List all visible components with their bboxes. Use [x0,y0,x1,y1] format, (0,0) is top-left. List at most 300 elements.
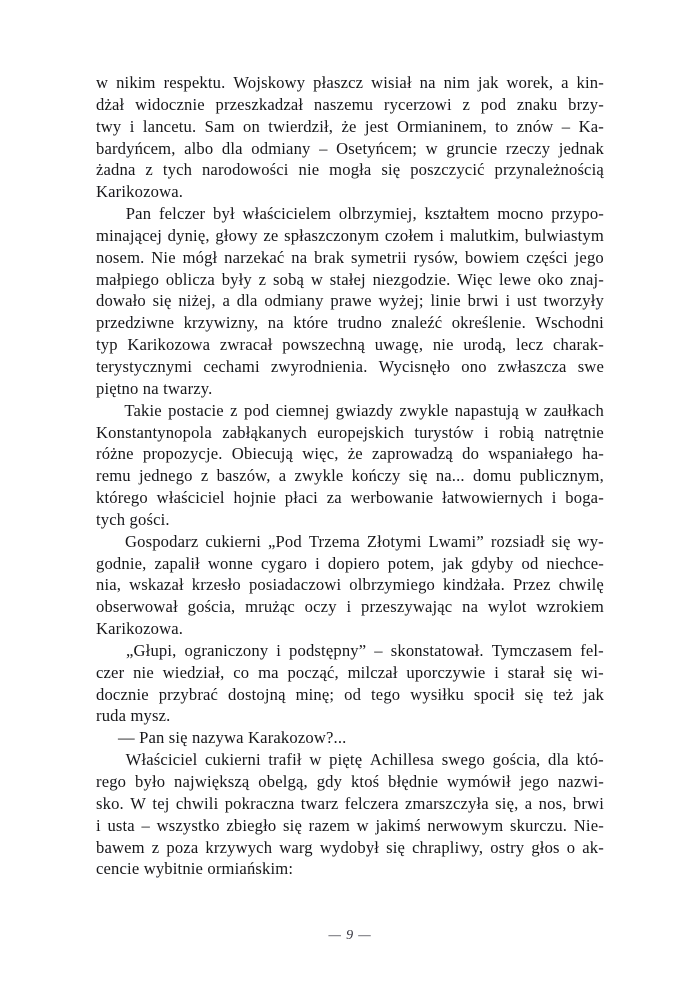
word: mysz. [130,706,171,726]
word: terystycznymi [96,356,193,376]
page-folio: — 9 — [328,928,372,943]
word: — [118,728,135,748]
word: niechce- [546,553,604,573]
word: rysów, [413,247,459,267]
word: dla [548,750,569,770]
word: gości. [129,509,170,529]
text-line [96,72,604,94]
word: Ormianinem, [396,116,487,136]
word: piętno [96,378,139,398]
word: nazywa [192,728,244,748]
word: właścicielem [242,204,332,224]
word: zmarszczyła [404,793,489,813]
word: na [267,313,284,333]
word: respektu. [163,73,226,92]
text-line [96,705,604,727]
text-line [96,181,604,203]
word: prawe [330,291,372,311]
word: razem [308,815,350,835]
word: się [524,684,544,704]
word: wzrokiem [536,597,604,617]
word: usta [107,815,135,835]
word: minającej [96,225,162,245]
word: pod [480,94,507,114]
word: nie [133,662,154,682]
word: kończy [351,466,401,486]
word: wiedział, [162,662,225,682]
word: uporczywie [406,662,486,682]
word: twy [96,116,122,136]
word: publicznym, [519,466,604,486]
word: obelgą, [258,772,308,791]
word: jego [519,772,549,791]
word: jednak [558,138,604,158]
word: oblicza [165,269,215,289]
word: narodowości [201,160,289,180]
word: olbrzymiej, [338,204,417,224]
word: minę; [295,684,335,704]
word: w [310,269,324,289]
word: Trzema [308,531,360,551]
text-line [96,225,604,247]
word: obserwował [96,597,178,617]
word: Przez [512,575,551,595]
word: widocznie [135,94,205,114]
word: a [278,466,287,486]
word: starał [507,662,545,682]
word: nerwowym [427,815,504,835]
word: Pan [139,728,165,748]
text-line [96,116,604,138]
word: z [462,94,471,114]
word: ma [258,662,279,682]
word: – [561,116,571,136]
word: w [525,400,538,420]
word: i [346,597,352,617]
word: wylot [487,597,527,617]
word: twarzy. [163,378,213,398]
word: spocił [473,684,515,704]
word: brwi [572,793,604,813]
text-line [96,290,604,312]
word: ak- [582,837,604,857]
word: błędnie [388,772,439,791]
word: o [566,837,576,857]
word: cencie [96,859,140,879]
word: był [213,204,235,224]
word: właściciel [156,488,225,508]
word: napastują [454,400,519,420]
text-line [96,531,604,553]
word: głowy [215,225,258,245]
word: przeszywając [360,597,453,617]
word: Takie [124,400,162,420]
word: skurczu. [510,815,568,835]
word: uwagę, [374,335,424,355]
word: swego [441,750,485,770]
word: ust [516,291,537,311]
word: cukierni [205,750,261,770]
word: wszystko [156,815,220,835]
word: gdy [316,772,343,791]
word: lewe [499,269,532,289]
word: które [293,313,329,333]
text-line [96,138,604,160]
word: i [494,662,500,682]
word: felczera [344,793,399,813]
word: części [526,247,568,267]
word: fel- [580,640,604,660]
word: rzeczy [505,138,551,158]
word: Karikozowa. [96,619,184,639]
word: brzy- [568,94,604,114]
word: chwilę [558,575,604,595]
word: wisiał [371,73,412,92]
word: Gospodarz [124,531,199,551]
word: się [381,160,401,180]
word: i [276,640,282,660]
paragraph [96,640,604,727]
word: którego [96,488,148,508]
word: Karikozowa. [96,182,184,202]
word: przedziwne [96,313,175,333]
word: nazwi- [557,772,604,791]
text-line [96,749,604,771]
word: niżej, [178,291,216,311]
word: znaleźć [391,313,443,333]
word: były [221,269,252,289]
word: remu [96,466,131,486]
word: się [408,466,428,486]
word: wybitnie [143,859,204,879]
word: jak [442,553,464,573]
word: brwi [467,291,499,311]
word: czer [96,662,125,682]
word: powszechną [282,335,366,355]
word: podstępny” [289,640,367,660]
word: odmiany [251,138,311,158]
word: się, [495,793,519,813]
word: poza [166,837,199,857]
word: rozsiadł [490,531,545,551]
word: zwykle [294,466,344,486]
word: skonstatował. [390,640,484,660]
word: znaj- [569,269,604,289]
word: mógł [182,247,218,267]
word: Lwami” [428,531,484,551]
word: przybrać [158,684,219,704]
word: Tymczasem [491,640,573,660]
word: nosem. [96,247,145,267]
word: swe [577,356,604,376]
word: Właściciel [125,750,198,770]
word: postacie [168,400,224,420]
word: – [374,640,383,660]
text-line [96,771,604,793]
word: gościa, [492,750,541,770]
word: głos [531,837,560,857]
word: bawem [96,837,145,857]
word: on [243,116,260,136]
word: lancetu. [142,116,197,136]
word: albo [184,138,214,158]
word: docznie [96,684,149,704]
word: i [315,553,320,573]
word: natrętnie [544,422,604,442]
word: krzywych [205,837,273,857]
word: worek, [506,73,554,92]
text-line [96,400,604,422]
word: tego [371,684,401,704]
word: propozycje. [142,444,223,464]
word: twarz [300,793,339,813]
text-line [96,378,604,400]
word: olbrzymiego [349,575,435,595]
word: i [551,488,557,508]
text-line [96,443,604,465]
paragraph [96,72,604,203]
text-line [96,269,604,291]
word: się [152,291,172,311]
word: na [142,378,159,398]
word: Nie [151,247,176,267]
word: W [130,793,147,813]
word: nos, [538,793,567,813]
word: jak [583,684,604,704]
word: nikim [116,73,156,92]
word: Nie- [573,815,604,835]
text-line [96,312,604,334]
word: zwracał [219,335,273,355]
word: zwłaszcza [497,356,567,376]
word: dynię, [167,225,210,245]
word: kin- [576,73,604,92]
word: przynależnością [494,160,604,180]
word: nie [432,335,454,355]
word: potem, [387,553,435,573]
word: też [553,684,574,704]
word: Karakozow?... [248,728,347,748]
word: bulwiastym [524,225,604,245]
word: Osetyńcem; [336,138,418,158]
word: znaku [516,94,558,114]
text-line [96,203,604,225]
text-line [96,553,604,575]
text-line [96,596,604,618]
word: począć, [287,662,339,682]
word: Achillesa [369,750,435,770]
word: niezgodzie. [372,269,451,289]
word: mogła [329,160,372,180]
word: dowało [96,291,146,311]
word: na [419,73,436,92]
word: odmiany [264,291,324,311]
word: jednego [138,466,193,486]
word: się [551,531,571,551]
word: jak [477,73,499,92]
word: to [495,116,509,136]
word: z [145,160,153,180]
word: któ- [576,750,604,770]
word: linie [430,291,461,311]
word: hojnie [233,488,276,508]
word: płaci [284,488,318,508]
word: wi- [581,662,604,682]
word: ostry [490,837,525,857]
word: wydobył [319,837,380,857]
word: malutkim, [449,225,520,245]
paragraph [96,727,604,749]
word: pod [244,400,270,420]
word: i [439,225,445,245]
word: w [356,815,369,835]
text-line [96,684,604,706]
word: brak [314,247,345,267]
word: wspaniałego [488,444,574,464]
word: twierdził, [268,116,334,136]
text-line [96,509,604,531]
word: od [521,553,539,573]
word: symetrii [351,247,407,267]
word: a [524,793,533,813]
word: zwyrodnienia. [270,356,368,376]
word: Obiecują [231,444,294,464]
word: Pan [125,204,152,224]
word: dostojną [228,684,286,704]
word: a [222,291,231,311]
word: cechami [203,356,260,376]
word: się [553,662,573,682]
text-line [96,247,604,269]
word: ruda [96,706,127,726]
word: tych [162,160,193,180]
word: – [319,138,328,158]
word: narzekać [224,247,285,267]
word: i [96,815,101,835]
word: ciemnej [275,400,330,420]
word: turystów [414,422,474,442]
word: od [344,684,362,704]
word: naszemu [313,94,374,114]
word: dopiero [327,553,380,573]
word: sko. [96,793,124,813]
word: wymówił [447,772,511,791]
word: kindżała. [443,575,505,595]
word: dżał [96,94,125,114]
word: mocno [497,204,544,224]
word: znów [516,116,554,136]
word: wy- [577,531,604,551]
word: się [283,815,302,835]
word: milczał [347,662,398,682]
word: jest [364,116,389,136]
paragraph [96,203,604,400]
text-line [96,815,604,837]
word: łatwowiernych [442,488,543,508]
page-text-block [96,72,604,880]
word: co [233,662,250,682]
word: dla [221,138,243,158]
word: gdyby [471,553,514,573]
word: nia, [96,575,122,595]
word: rycerzowi [383,94,452,114]
word: Złotymi [366,531,422,551]
word: więc, [302,444,339,464]
word: poszczycić [410,160,485,180]
word: „Głupi, [125,640,177,660]
text-line [96,574,604,596]
word: chrapliwy, [412,837,484,857]
word: godnie, [96,553,147,573]
word: z [151,837,160,857]
word: warg [279,837,313,857]
word: Ka- [578,116,604,136]
word: różne [96,444,134,464]
word: „Pod [268,531,302,551]
word: baszów, [216,466,271,486]
word: ormiańskim: [207,859,294,879]
word: za [326,488,342,508]
word: domu [472,466,512,486]
word: z [230,400,238,420]
word: gruncie [446,138,498,158]
word: ono [461,356,487,376]
text-line [96,640,604,662]
word: piętę [329,750,363,770]
word: charak- [553,335,604,355]
word: na [291,247,308,267]
word: ze [263,225,279,245]
word: i [505,291,511,311]
word: krzesło [191,575,241,595]
word: gościa, [187,597,236,617]
word: na [462,597,479,617]
word: cukierni [205,531,262,551]
word: w [425,138,438,158]
word: na... [435,466,465,486]
word: jego [574,247,604,267]
word: i [484,422,489,442]
word: oko [537,269,564,289]
word: tych [96,509,126,529]
text-line [96,662,604,684]
word: określenie. [451,313,526,333]
word: że [341,116,357,136]
word: się [168,728,188,748]
word: największą [174,772,250,791]
word: do [462,444,480,464]
text-line [96,487,604,509]
word: Wycisnęło [378,356,451,376]
word: wskazał [129,575,184,595]
word: bardyńcem, [96,138,176,158]
word: Wojskowy [233,73,306,92]
word: ograniczony [184,640,269,660]
word: gwiazdy [335,400,394,420]
word: europejskich [317,422,405,442]
word: cygaro [260,553,308,573]
word: w [309,750,322,770]
word: przypo- [551,204,604,224]
word: z [258,269,267,289]
paragraph [96,531,604,640]
word: sobą [272,269,305,289]
word: tworzyły [543,291,604,311]
word: lecz [515,335,544,355]
text-line [96,837,604,859]
word: z [200,466,209,486]
word: werbowanie [350,488,434,508]
